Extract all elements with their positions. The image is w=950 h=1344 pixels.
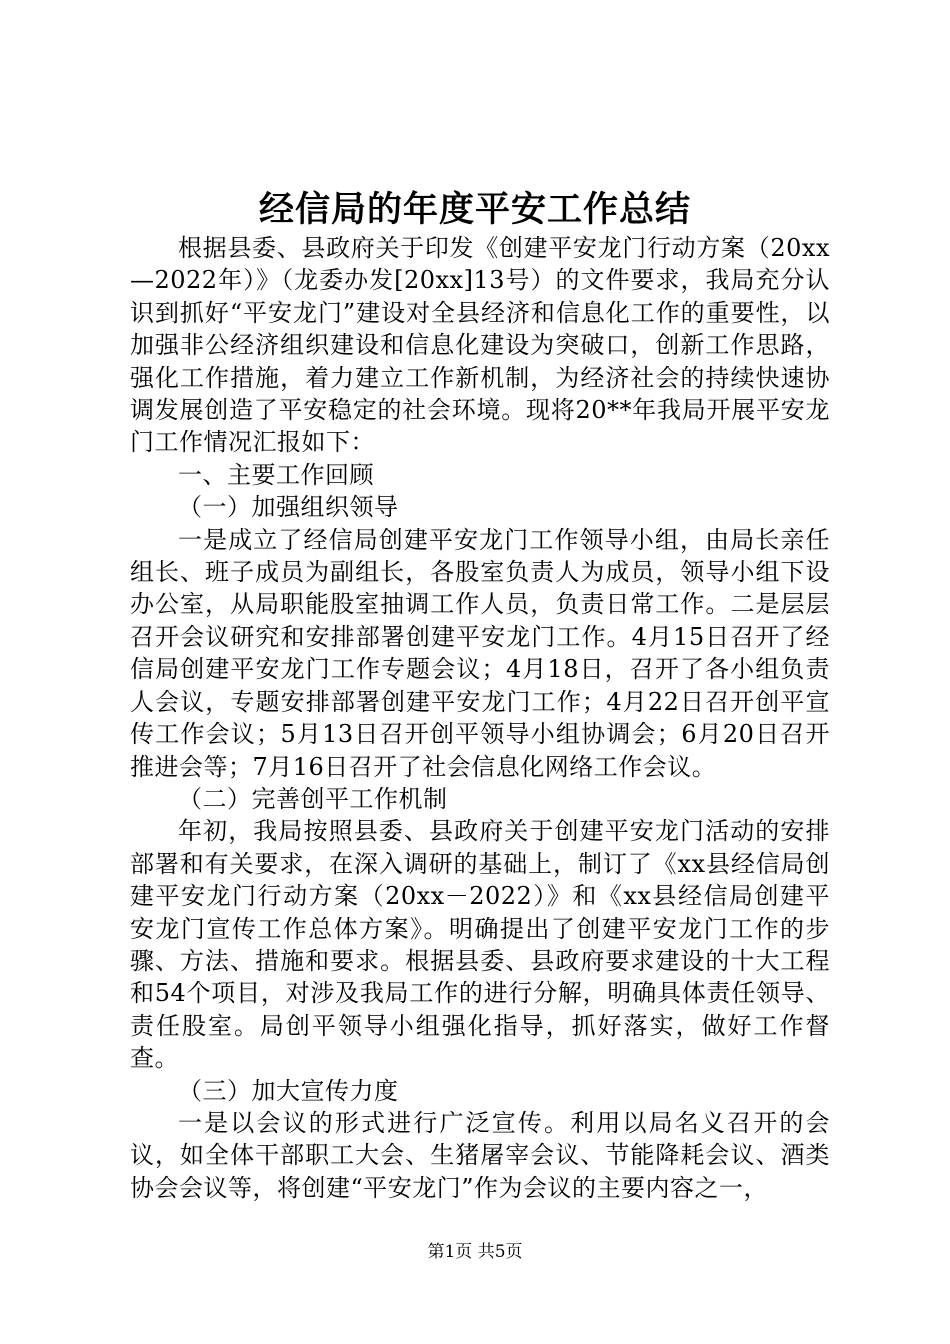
paragraph-intro: 根据县委、县政府关于印发《创建平安龙门行动方案（20xx—2022年）》（龙委办发[20xx]13号）的文件要求，我局充分认识到抓好“平安龙门”建设对全县经济和信息化工作的重要性，以加强非公经济组织建设和信息化建设为突破口，创新工作思路，强化工作措施，着力建立工作新机制，为经济社会的持续快速协调发展创造了平安稳定的社会环境。现将20**年我局开展平安龙门工作情况汇报如下： <box>130 234 830 457</box>
paragraph-mechanism: 年初，我局按照县委、县政府关于创建平安龙门活动的安排部署和有关要求，在深入调研的基础上，制订了《xx县经信局创建平安龙门行动方案（20xx－2022）》和《xx县经信局创建平安龙门宣传工作总体方案》。明确提出了创建平安龙门工作的步骤、方法、措施和要求。根据县委、县政府要求建设的十大工程和54个项目，对涉及我局工作的进行分解，明确具体责任领导、责任股室。局创平领导小组强化指导，抓好落实，做好工作督查。 <box>130 817 830 1073</box>
document-title: 经信局的年度平安工作总结 <box>258 190 691 230</box>
subsection-heading-mechanism: （二）完善创平工作机制 <box>178 784 448 813</box>
document-body <box>130 232 830 1204</box>
subsection-heading-organization: （一）加强组织领导 <box>178 493 399 522</box>
section-heading-main-review: 一、主要工作回顾 <box>178 460 374 489</box>
paragraph-organization: 一是成立了经信局创建平安龙门工作领导小组，由局长亲任组长、班子成员为副组长，各股室负责人为成员，领导小组下设办公室，从局职能股室抽调工作人员，负责日常工作。二是层层召开会议研究和安排部署创建平安龙门工作。4月15日召开了经信局创建平安龙门工作专题会议；4月18日，召开了各小组负责人会议，专题安排部署创建平安龙门工作；4月22日召开创平宣传工作会议；5月13日召开创平领导小组协调会；6月20日召开推进会等；7月16日召开了社会信息化网络工作会议。 <box>130 525 830 781</box>
paragraph-publicity: 一是以会议的形式进行广泛宣传。利用以局名义召开的会议，如全体干部职工大会、生猪屠宰会议、节能降耗会议、酒类协会会议等，将创建“平安龙门”作为会议的主要内容之一， <box>130 1108 830 1202</box>
subsection-heading-publicity: （三）加大宣传力度 <box>178 1076 399 1105</box>
page-number-footer: 第1页 共5页 <box>427 1242 523 1262</box>
